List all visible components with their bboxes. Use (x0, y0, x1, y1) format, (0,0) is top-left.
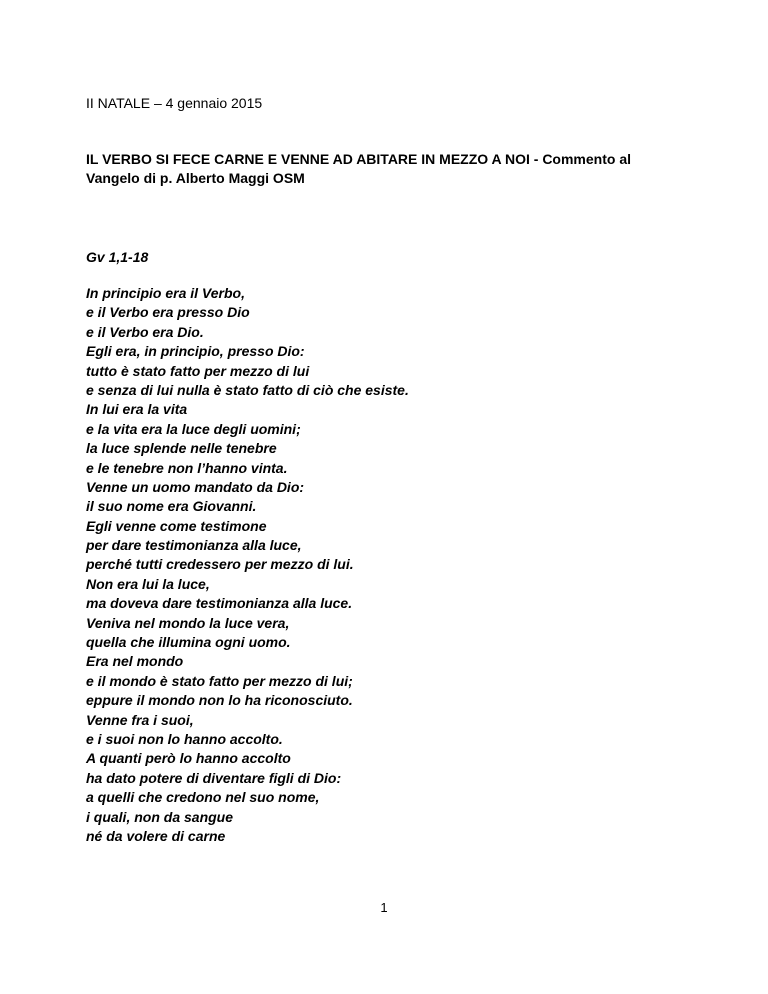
verse-line: tutto è stato fatto per mezzo di lui (86, 362, 310, 379)
verse-line: Egli venne come testimone (86, 517, 267, 534)
verse-line: i quali, non da sangue (86, 808, 234, 825)
verse-line: e il mondo è stato fatto per mezzo di lui; (86, 672, 353, 689)
page-number: 1 (380, 900, 388, 915)
verse-line: Era nel mondo (86, 653, 184, 670)
verse-line: a quelli che credono nel suo nome, (86, 789, 320, 806)
verse-list (86, 284, 409, 846)
verse-line: Egli era, in principio, presso Dio: (86, 343, 305, 360)
verse-line: Venne fra i suoi, (86, 711, 194, 728)
verse-line: il suo nome era Giovanni. (86, 498, 257, 515)
verse-line: In principio era il Verbo, (86, 285, 245, 301)
verse-line: eppure il mondo non lo ha riconosciuto. (86, 692, 353, 709)
verse-line: e il Verbo era Dio. (86, 323, 204, 340)
verse-line: per dare testimonianza alla luce, (86, 537, 302, 554)
gospel-reference: Gv 1,1-18 (86, 249, 149, 265)
verse-line: e senza di lui nulla è stato fatto di ciò che esiste. (86, 381, 409, 398)
verse-line: quella che illumina ogni uomo. (86, 634, 291, 651)
verse-line: ha dato potere di diventare figli di Dio: (86, 769, 342, 786)
verse-line: Veniva nel mondo la luce vera, (86, 614, 290, 631)
verse-line: la luce splende nelle tenebre (86, 440, 277, 457)
verse-line: Venne un uomo mandato da Dio: (86, 478, 305, 495)
document-title: IL VERBO SI FECE CARNE E VENNE AD ABITARE IN MEZZO A NOI - Commento al Vangelo di p. Alberto Maggi OSM (86, 151, 632, 186)
verse-line: e le tenebre non l’hanno vinta. (86, 459, 288, 476)
verse-line: e il Verbo era presso Dio (86, 304, 250, 321)
verse-line: ma doveva dare testimonianza alla luce. (86, 595, 353, 612)
verse-line: perché tutti credessero per mezzo di lui. (86, 556, 354, 573)
verse-line: né da volere di carne (86, 827, 226, 844)
verse-line: e i suoi non lo hanno accolto. (86, 730, 283, 747)
verse-line: Non era lui la luce, (86, 575, 210, 592)
verse-line: A quanti però lo hanno accolto (86, 750, 291, 767)
date-line: II NATALE – 4 gennaio 2015 (86, 95, 263, 111)
verse-line: In lui era la vita (86, 401, 188, 418)
verse-line: e la vita era la luce degli uomini; (86, 420, 301, 437)
